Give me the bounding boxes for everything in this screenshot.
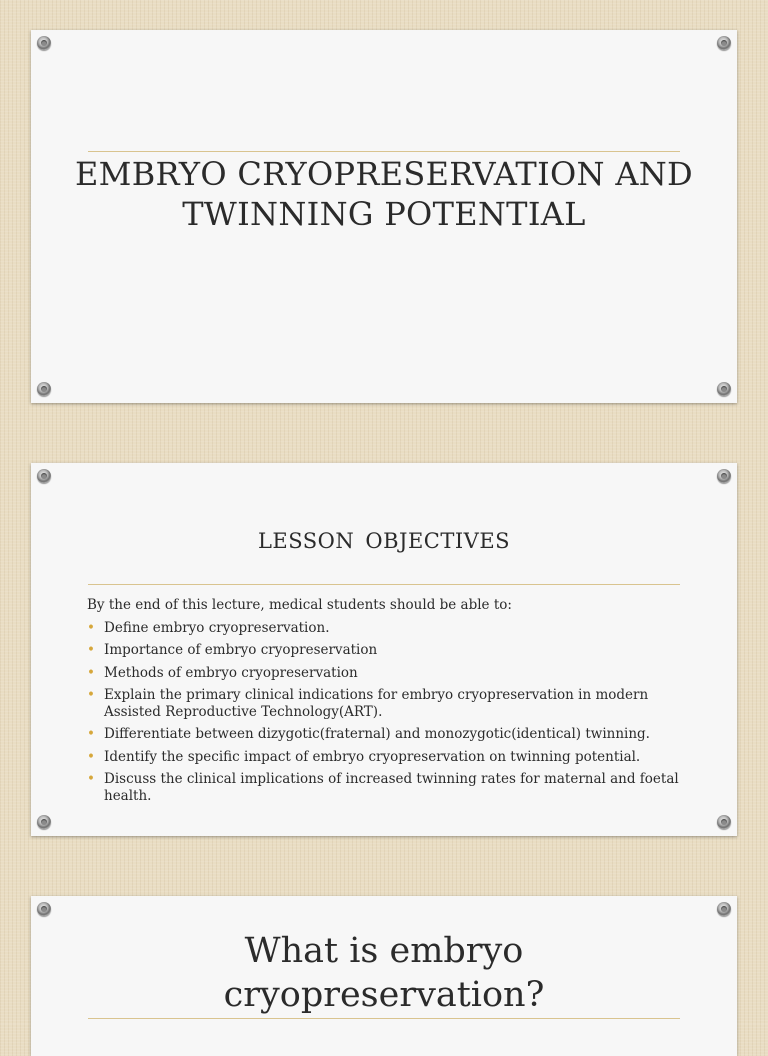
title-line-1: EMBRYO CRYOPRESERVATION AND — [74, 155, 693, 193]
title-line-2: cryopreservation? — [223, 975, 545, 1015]
objective-item: • Explain the primary clinical indications for embryo cryopreservation in modern Assisted Reproductive Technology(ART). — [87, 687, 687, 720]
objective-item: • Identify the specific impact of embryo cryopreservation on twinning potential. — [87, 749, 687, 766]
screw-icon — [717, 902, 731, 916]
screw-icon — [717, 469, 731, 483]
objective-item: • Differentiate between dizygotic(fraternal) and monozygotic(identical) twinning. — [87, 726, 687, 743]
objectives-intro: By the end of this lecture, medical students should be able to: — [87, 597, 512, 613]
screw-icon — [37, 382, 51, 396]
objective-item: • Define embryo cryopreservation. — [87, 620, 687, 637]
slide-lesson-objectives — [31, 463, 737, 836]
screw-icon — [717, 382, 731, 396]
screw-icon — [37, 902, 51, 916]
lesson-objectives-heading: LESSON OBJECTIVES — [257, 529, 511, 553]
screw-icon — [717, 36, 731, 50]
slide-3-heading — [31, 929, 737, 1017]
objective-item: • Methods of embryo cryopreservation — [87, 665, 687, 682]
title-line-2: TWINNING POTENTIAL — [182, 195, 586, 233]
slide-title-heading — [31, 154, 737, 234]
slide-what-is-embryo-cryopreservation — [31, 896, 737, 1056]
objectives-list — [87, 620, 687, 805]
screw-icon — [717, 815, 731, 829]
objectives-content — [87, 597, 687, 810]
heading-divider — [88, 584, 680, 585]
screw-icon — [37, 815, 51, 829]
screw-icon — [37, 36, 51, 50]
heading-divider — [88, 1018, 680, 1019]
objective-item: • Discuss the clinical implications of increased twinning rates for maternal and foetal health. — [87, 771, 687, 804]
title-divider — [88, 151, 680, 152]
screw-icon — [37, 469, 51, 483]
slide-title — [31, 30, 737, 403]
objective-item: • Importance of embryo cryopreservation — [87, 642, 687, 659]
title-line-1: What is embryo — [244, 931, 524, 971]
